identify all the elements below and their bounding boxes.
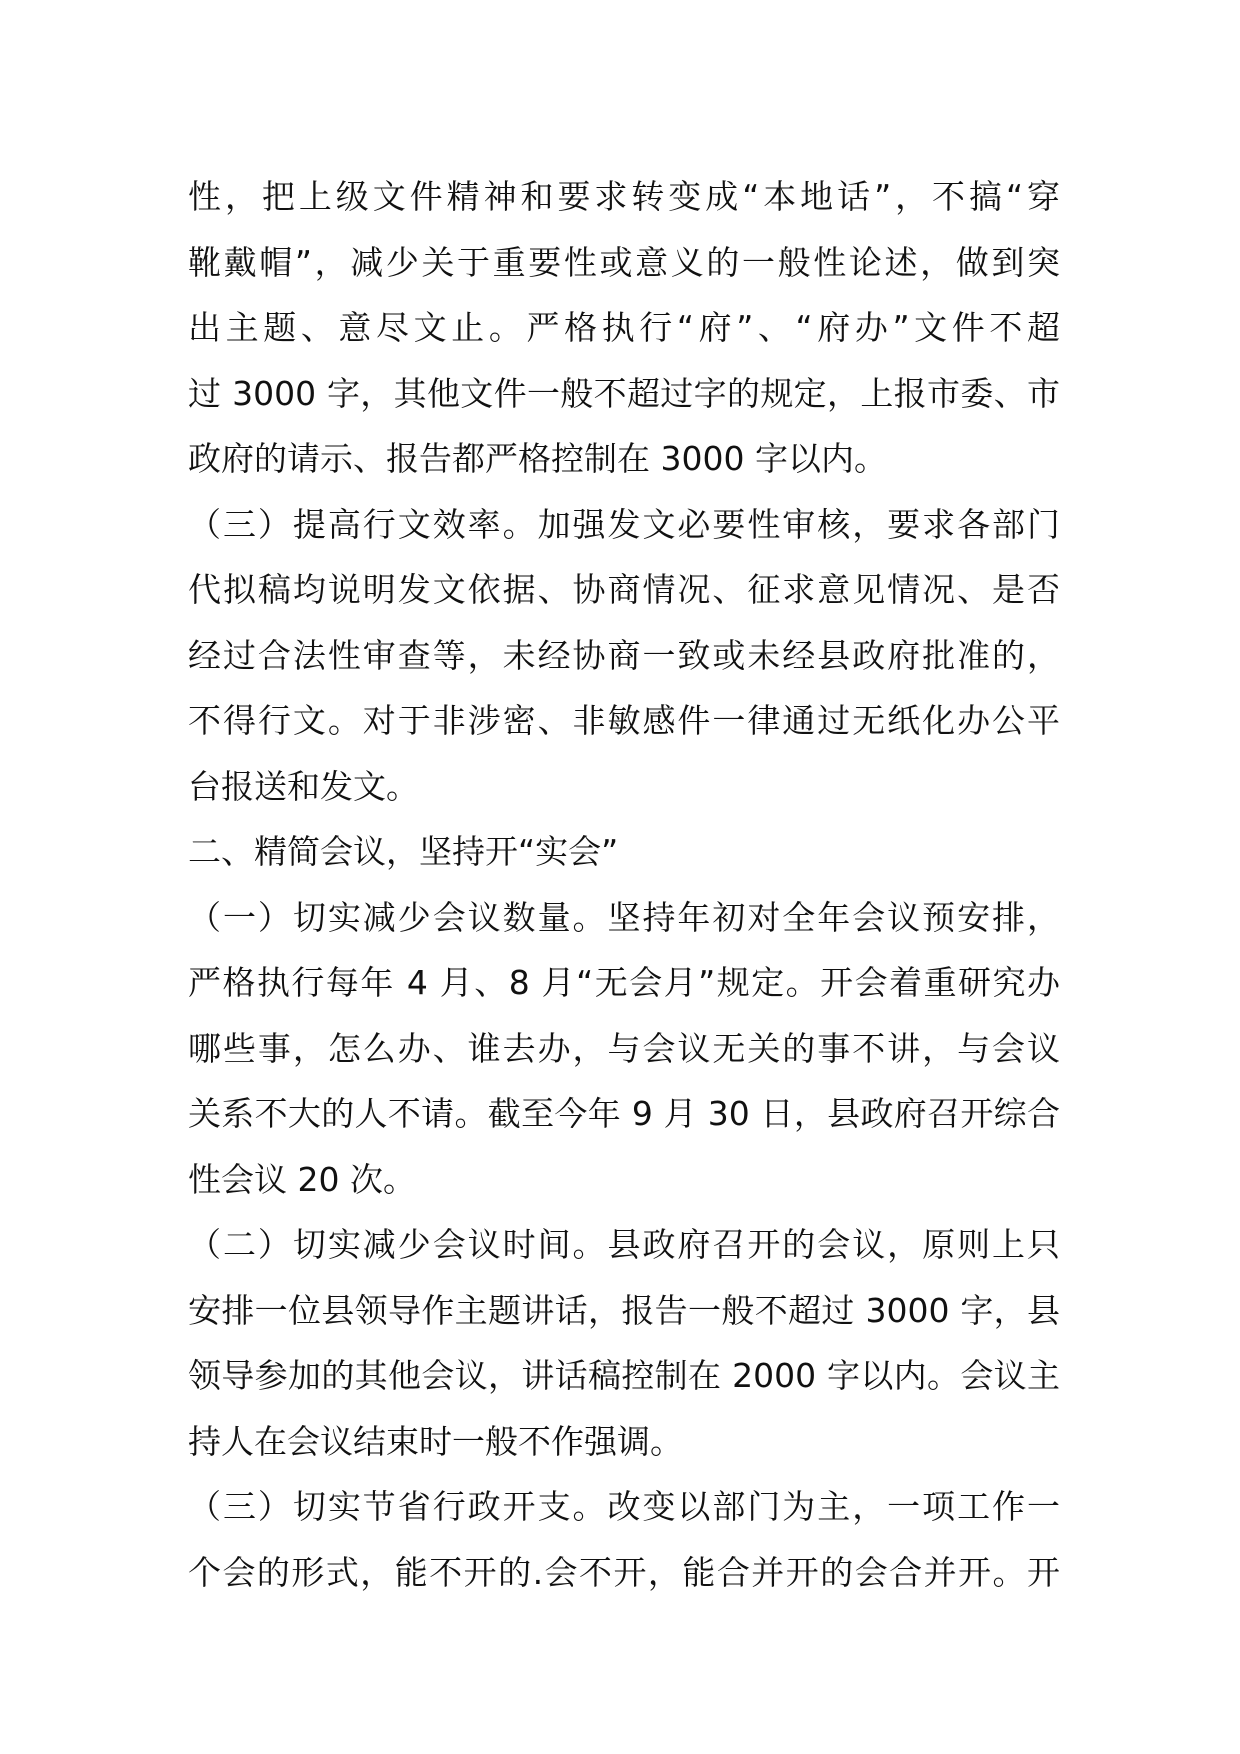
text-line: 安排一位县领导作主题讲话，报告一般不超过 3000 字，县 [188, 1290, 1060, 1330]
text-line: 靴戴帽”，减少关于重要性或意义的一般性论述，做到突 [188, 242, 1060, 282]
text-line: 政府的请示、报告都严格控制在 3000 字以内。 [188, 439, 887, 478]
text-line: 关系不大的人不请。截至今年 9 月 30 日，县政府召开综合 [188, 1094, 1060, 1133]
text-line: 哪些事，怎么办、谁去办，与会议无关的事不讲，与会议 [188, 1028, 1060, 1068]
text-line: 持人在会议结束时一般不作强调。 [188, 1421, 683, 1461]
text-line: 经过合法性审查等，未经协商一致或未经县政府批准的， [188, 635, 1060, 675]
section-heading: 二、精简会议，坚持开“实会” [188, 832, 619, 871]
text-line: （一）切实减少会议数量。坚持年初对全年会议预安排， [188, 897, 1060, 937]
text-line: （三）切实节省行政开支。改变以部门为主，一项工作一 [188, 1487, 1060, 1526]
text-line: 性会议 20 次。 [188, 1159, 416, 1199]
text-line: 领导参加的其他会议，讲话稿控制在 2000 字以内。会议主 [188, 1356, 1060, 1395]
text-line: 严格执行每年 4 月、8 月“无会月”规定。开会着重研究办 [188, 963, 1060, 1002]
text-line: 出主题、意尽文止。严格执行“府”、“府办”文件不超 [188, 308, 1060, 347]
text-line: （三）提高行文效率。加强发文必要性审核，要求各部门 [188, 504, 1060, 544]
text-line: 性，把上级文件精神和要求转变成“本地话”，不搞“穿 [188, 177, 1060, 216]
text-line: （二）切实减少会议时间。县政府召开的会议，原则上只 [188, 1225, 1060, 1264]
text-line: 代拟稿均说明发文依据、协商情况、征求意见情况、是否 [188, 570, 1060, 609]
text-line: 台报送和发文。 [188, 766, 419, 806]
text-line: 个会的形式，能不开的.会不开，能合并开的会合并开。开 [188, 1552, 1060, 1592]
text-line: 过 3000 字，其他文件一般不超过字的规定，上报市委、市 [188, 373, 1060, 413]
text-line: 不得行文。对于非涉密、非敏感件一律通过无纸化办公平 [188, 701, 1060, 740]
body-text [188, 164, 1060, 1605]
